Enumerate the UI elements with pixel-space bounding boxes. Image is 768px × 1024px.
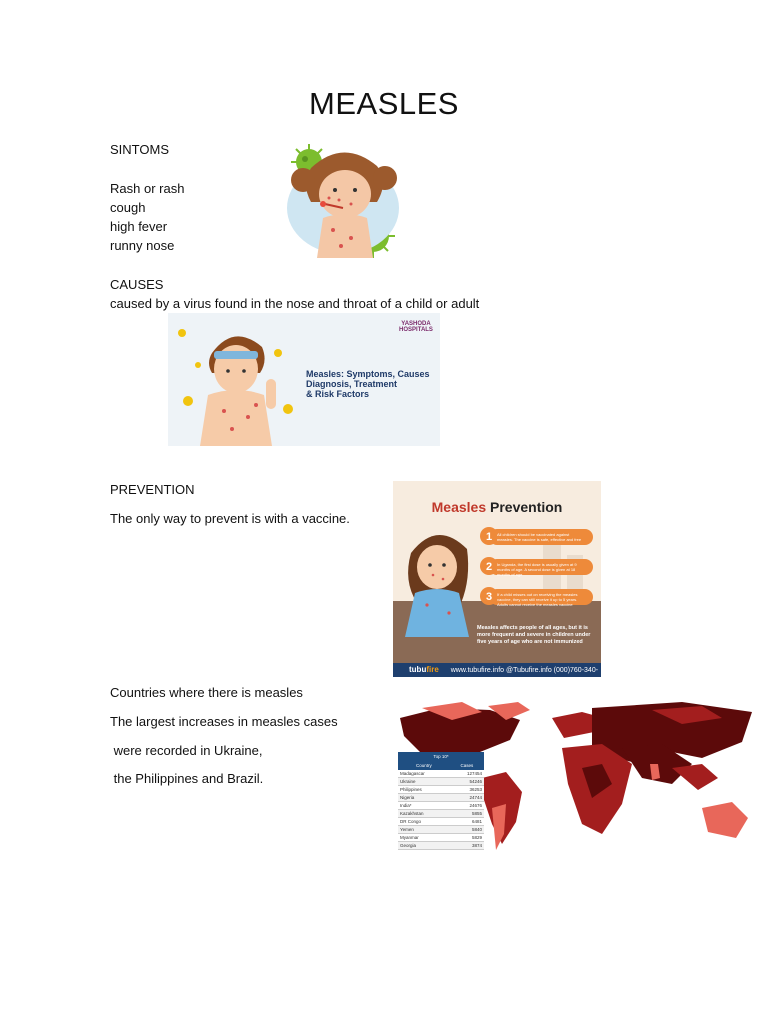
causes-banner-image [168, 313, 440, 446]
svg-text:1: 1 [486, 531, 493, 543]
symptoms-heading: SINTOMS [110, 142, 169, 157]
table-cell: 3874 [450, 842, 484, 850]
poster-brand: tubufire [409, 665, 439, 674]
poster-title-red: Measles [431, 499, 487, 515]
table-cell: DR Congo [398, 818, 450, 826]
table-cell: 24744 [450, 794, 484, 802]
page-title: MEASLES [309, 86, 459, 121]
table-row [398, 826, 484, 834]
countries-line: The largest increases in measles cases [110, 714, 338, 729]
table-cell: Myanmar [398, 834, 450, 842]
table-cell: Madagascar [398, 770, 450, 778]
table-cell: Philippines [398, 786, 450, 794]
poster-title-dark: Prevention [490, 499, 563, 515]
symptom-item: cough [110, 200, 146, 215]
table-row [398, 794, 484, 802]
top10-table [398, 752, 484, 850]
table-cell: 24676 [450, 802, 484, 810]
table-row [398, 786, 484, 794]
poster-step: If a child misses out on receiving the measles vaccine, they can still receive it up to 5 years. Adults cannot receive the measles vaccine [497, 592, 578, 607]
table-cell: 54246 [450, 778, 484, 786]
table-row [398, 818, 484, 826]
table-cell: 6481 [450, 818, 484, 826]
prevention-heading: PREVENTION [110, 482, 195, 497]
table-caption: Top 10* [398, 752, 484, 761]
table-row [398, 842, 484, 850]
table-row [398, 770, 484, 778]
table-header: Cases [450, 761, 484, 770]
poster-note: Measles affects people of all ages, but it is more frequent and severe in children under five years of age who are not immunized [477, 625, 591, 645]
banner-line: Diagnosis, Treatment [306, 379, 398, 389]
table-cell: Yemen [398, 826, 450, 834]
svg-text:2: 2 [486, 561, 493, 573]
poster-step: All children should be vaccinated against measles. The vaccine is safe, effective and free [497, 532, 582, 542]
poster-links: www.tubufire.info @Tubufire.info (000)760-340-003 [393, 667, 599, 688]
table-cell: 5829 [450, 834, 484, 842]
table-cell: 5855 [450, 810, 484, 818]
table-cell: Kazakhstan [398, 810, 450, 818]
banner-line: Measles: Symptoms, Causes [306, 369, 430, 379]
table-row [398, 802, 484, 810]
table-row [398, 778, 484, 786]
hospital-logo: YASHODA HOSPITALS [399, 321, 433, 333]
table-cell: India* [398, 802, 450, 810]
world-map [392, 698, 760, 862]
prevention-text: The only way to prevent is with a vaccine. [110, 511, 350, 526]
table-cell: Ukraine [398, 778, 450, 786]
causes-text: caused by a virus found in the nose and throat of a child or adult [110, 296, 480, 311]
poster-step: In Uganda, the first dose is usually given at 9 months of age. A second dose is given at 18 months of age [497, 562, 577, 577]
table-row [398, 810, 484, 818]
prevention-poster [393, 481, 601, 688]
poster-footer [393, 663, 601, 688]
table-cell: Nigeria [398, 794, 450, 802]
table-cell: Georgia [398, 842, 450, 850]
symptom-item: runny nose [110, 238, 175, 253]
symptom-item: Rash or rash [110, 181, 185, 196]
table-cell: 36253 [450, 786, 484, 794]
svg-text:3: 3 [486, 591, 493, 603]
countries-line: the Philippines and Brazil. [110, 771, 264, 786]
table-row [398, 834, 484, 842]
countries-line: were recorded in Ukraine, [110, 743, 263, 758]
causes-heading: CAUSES [110, 277, 164, 292]
banner-line: & Risk Factors [306, 389, 370, 399]
table-cell: 5840 [450, 826, 484, 834]
table-header: Country [398, 761, 450, 770]
table-cell: 127454 [450, 770, 484, 778]
symptom-item: high fever [110, 219, 168, 234]
sick-girl-illustration [225, 138, 465, 264]
countries-line: Countries where there is measles [110, 685, 303, 700]
